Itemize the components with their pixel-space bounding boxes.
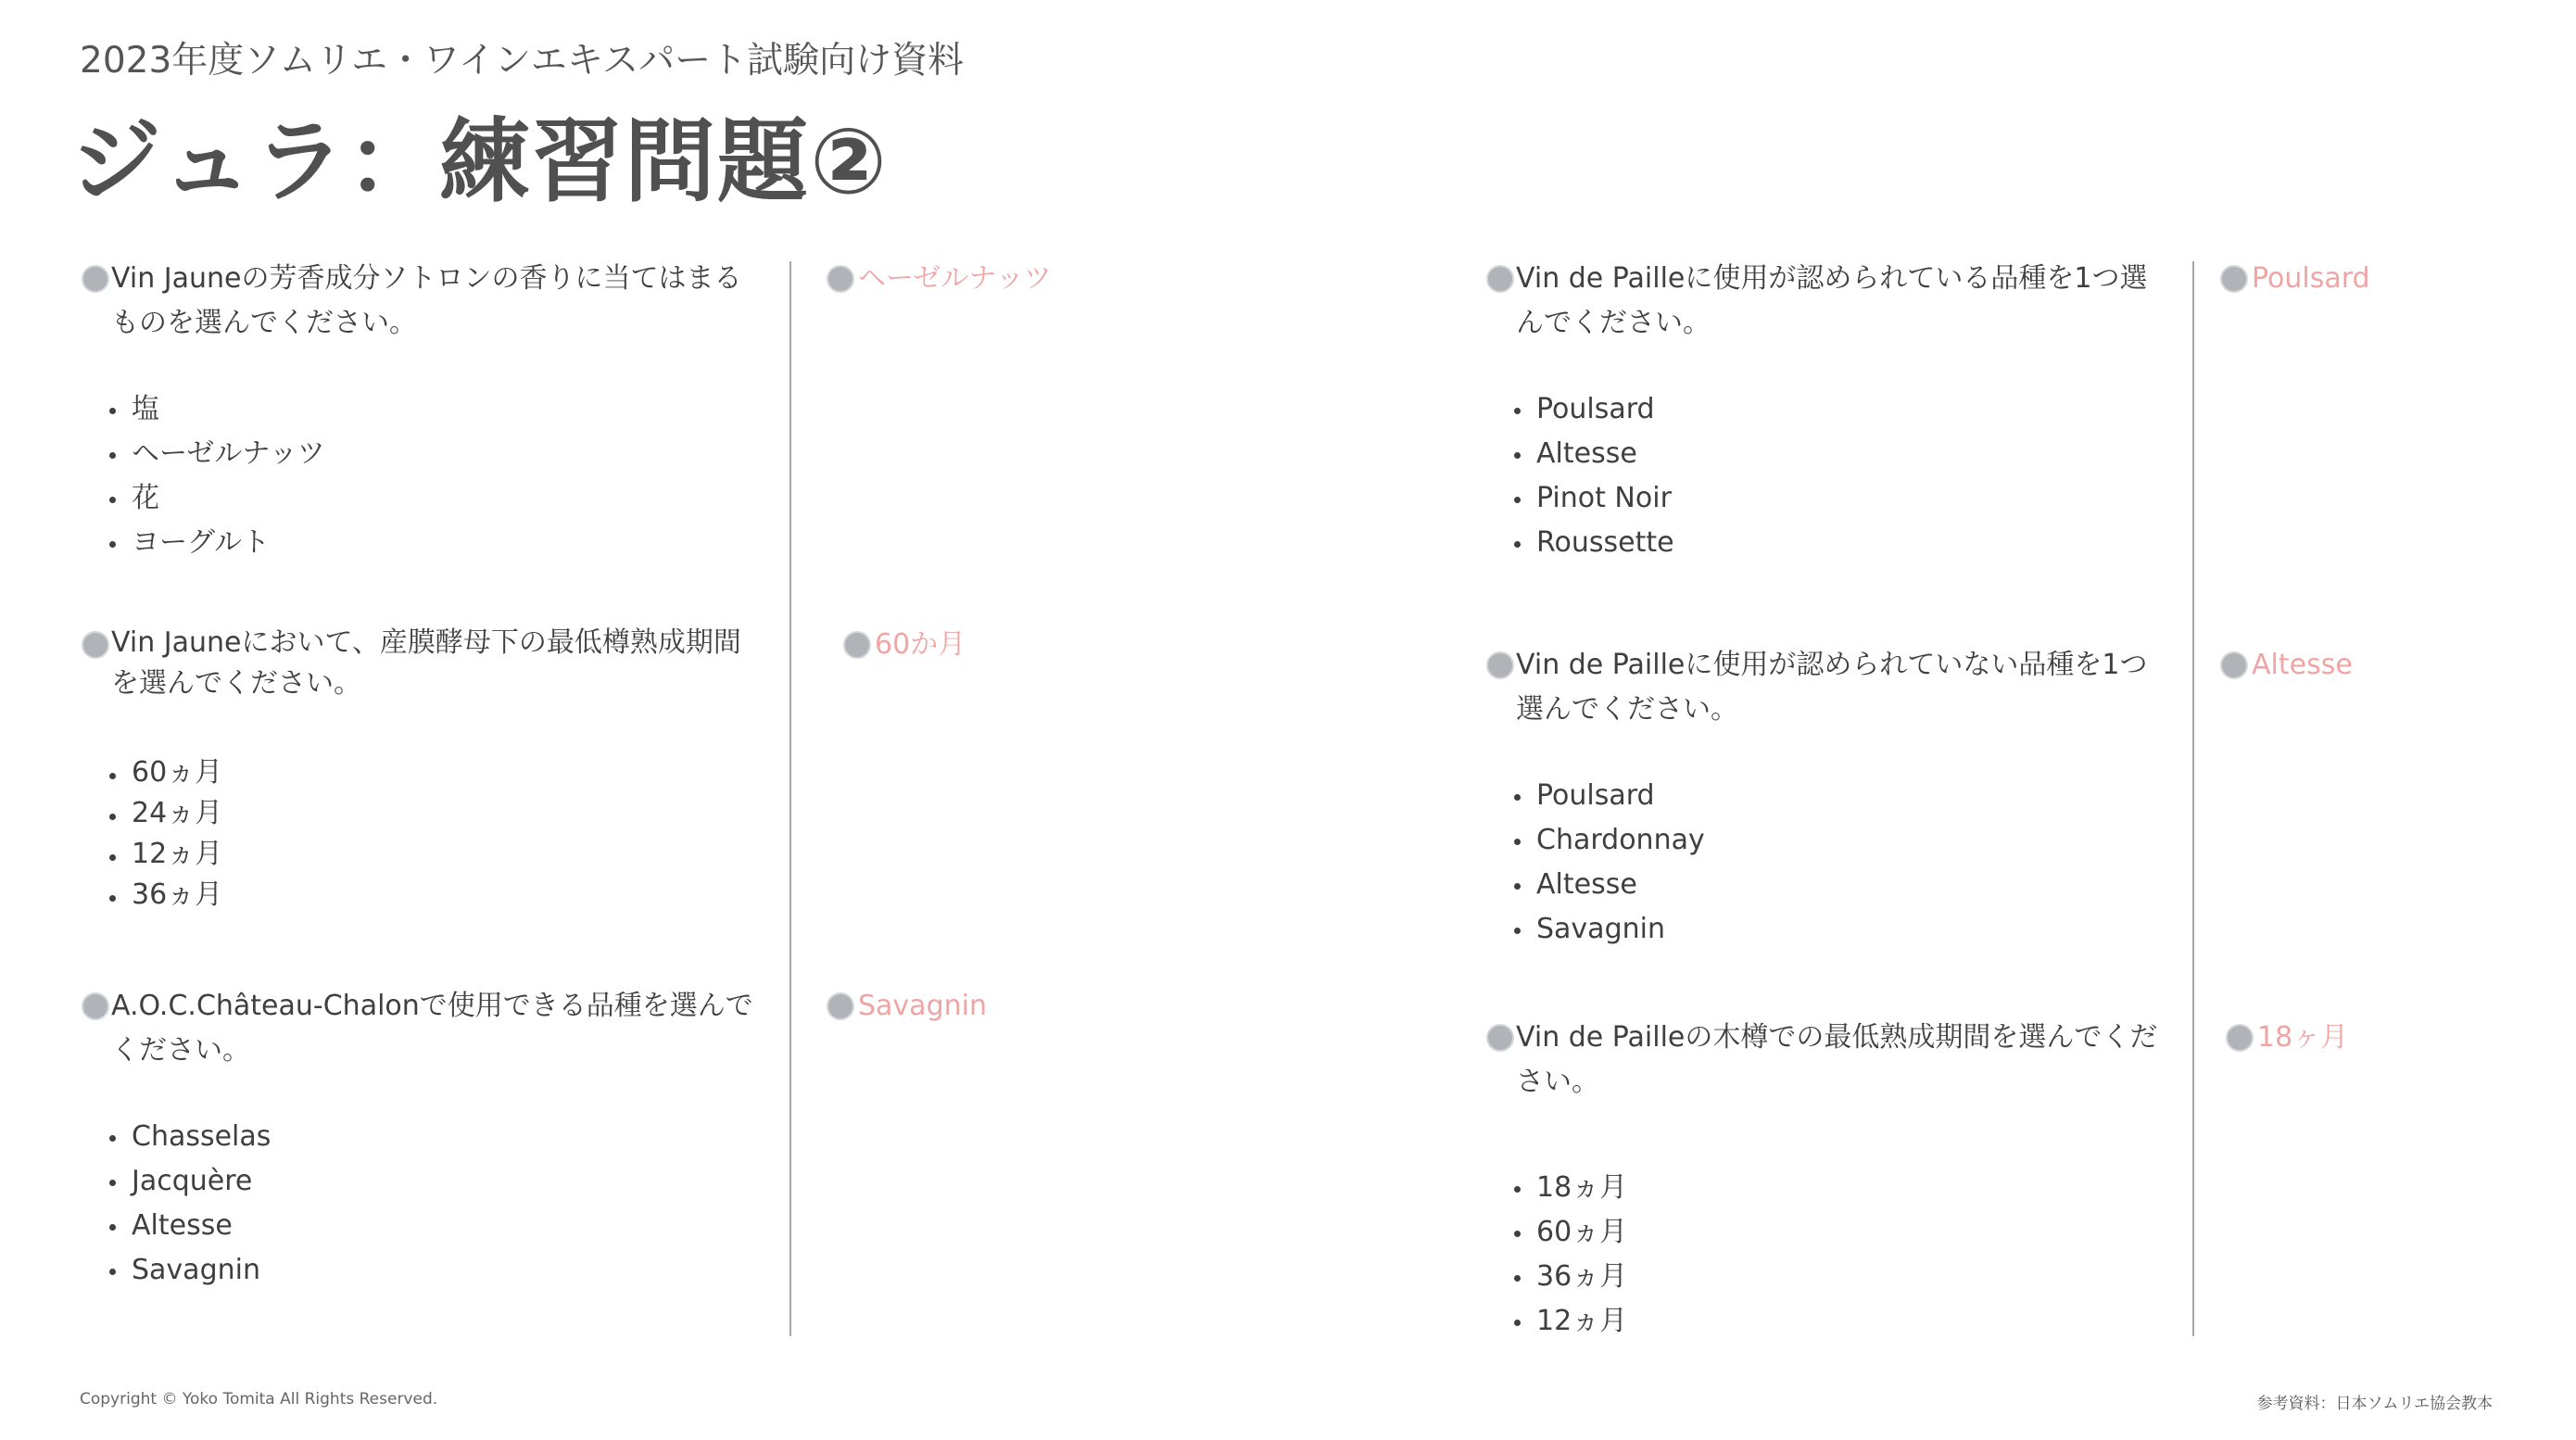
option-item: 12ヵ月 <box>109 834 765 875</box>
page-title: ジュラ：練習問題② <box>70 109 890 215</box>
question-6-text: Vin de Pailleの木樽での最低熟成期間を選んでください。 <box>1484 1016 2179 1105</box>
option-item: 36ヵ月 <box>109 875 765 916</box>
answer-bullet-icon <box>2220 651 2248 679</box>
answer-5: Altesse <box>2220 643 2353 688</box>
answer-3: Savagnin <box>827 984 987 1029</box>
answer-bullet-icon <box>2220 265 2248 293</box>
question-1-options <box>80 387 765 565</box>
option-item: Pinot Noir <box>1514 476 2170 521</box>
option-item: 塩 <box>109 387 765 432</box>
question-5 <box>1484 643 2170 952</box>
option-item: 18ヵ月 <box>1514 1166 2179 1210</box>
option-item: Altesse <box>1514 863 2170 907</box>
option-item: 24ヵ月 <box>109 793 765 834</box>
answer-bullet-icon <box>843 631 871 659</box>
option-item: 60ヵ月 <box>1514 1210 2179 1255</box>
option-item: Poulsard <box>1514 387 2170 432</box>
answer-6: 18ヶ月 <box>2226 1016 2348 1060</box>
question-4 <box>1484 257 2170 565</box>
question-5-options <box>1484 774 2170 952</box>
option-item: 60ヵ月 <box>109 752 765 793</box>
option-item: ヨーグルト <box>109 521 765 565</box>
question-2 <box>80 623 765 916</box>
option-item: Savagnin <box>1514 907 2170 952</box>
answer-4: Poulsard <box>2220 257 2370 301</box>
question-3-options <box>80 1115 765 1293</box>
option-item: Altesse <box>109 1204 765 1248</box>
answer-bullet-icon <box>827 265 854 293</box>
column-divider-right <box>2192 261 2194 1336</box>
column-divider-left <box>789 261 791 1336</box>
answer-2: 60か月 <box>843 623 966 667</box>
option-item: Chasselas <box>109 1115 765 1159</box>
option-item: ヘーゼルナッツ <box>109 432 765 476</box>
question-bullet-icon <box>1486 1024 1514 1052</box>
question-bullet-icon <box>1486 265 1514 293</box>
question-6 <box>1484 1016 2179 1344</box>
footer-reference: 参考資料：日本ソムリエ協会教本 <box>2256 1395 2493 1413</box>
option-item: Poulsard <box>1514 774 2170 818</box>
answer-bullet-icon <box>2226 1024 2254 1052</box>
question-3 <box>80 984 765 1293</box>
question-2-text: Vin Jauneにおいて、産膜酵母下の最低樽熟成期間を選んでください。 <box>80 623 765 704</box>
question-4-text: Vin de Pailleに使用が認められている品種を1つ選んでください。 <box>1484 257 2170 346</box>
question-5-text: Vin de Pailleに使用が認められていない品種を1つ選んでください。 <box>1484 643 2170 732</box>
answer-1: ヘーゼルナッツ <box>827 257 1052 301</box>
option-item: Altesse <box>1514 432 2170 476</box>
option-item: 12ヵ月 <box>1514 1299 2179 1344</box>
question-1-text: Vin Jauneの芳香成分ソトロンの香りに当てはまるものを選んでください。 <box>80 257 765 346</box>
page-subtitle: 2023年度ソムリエ・ワインエキスパート試験向け資料 <box>80 40 965 82</box>
question-1 <box>80 257 765 565</box>
question-bullet-icon <box>82 992 109 1020</box>
option-item: Savagnin <box>109 1248 765 1293</box>
question-3-text: A.O.C.Château-Chalonで使用できる品種を選んでください。 <box>80 984 765 1073</box>
option-item: Roussette <box>1514 521 2170 565</box>
question-6-options <box>1484 1166 2179 1344</box>
question-bullet-icon <box>1486 651 1514 679</box>
option-item: 36ヵ月 <box>1514 1255 2179 1299</box>
answer-bullet-icon <box>827 992 854 1020</box>
question-2-options <box>80 752 765 916</box>
question-bullet-icon <box>82 265 109 293</box>
footer-copyright: Copyright © Yoko Tomita All Rights Reserved. <box>80 1390 438 1408</box>
option-item: 花 <box>109 476 765 521</box>
question-bullet-icon <box>82 631 109 659</box>
question-4-options <box>1484 387 2170 565</box>
option-item: Jacquère <box>109 1159 765 1204</box>
option-item: Chardonnay <box>1514 818 2170 863</box>
